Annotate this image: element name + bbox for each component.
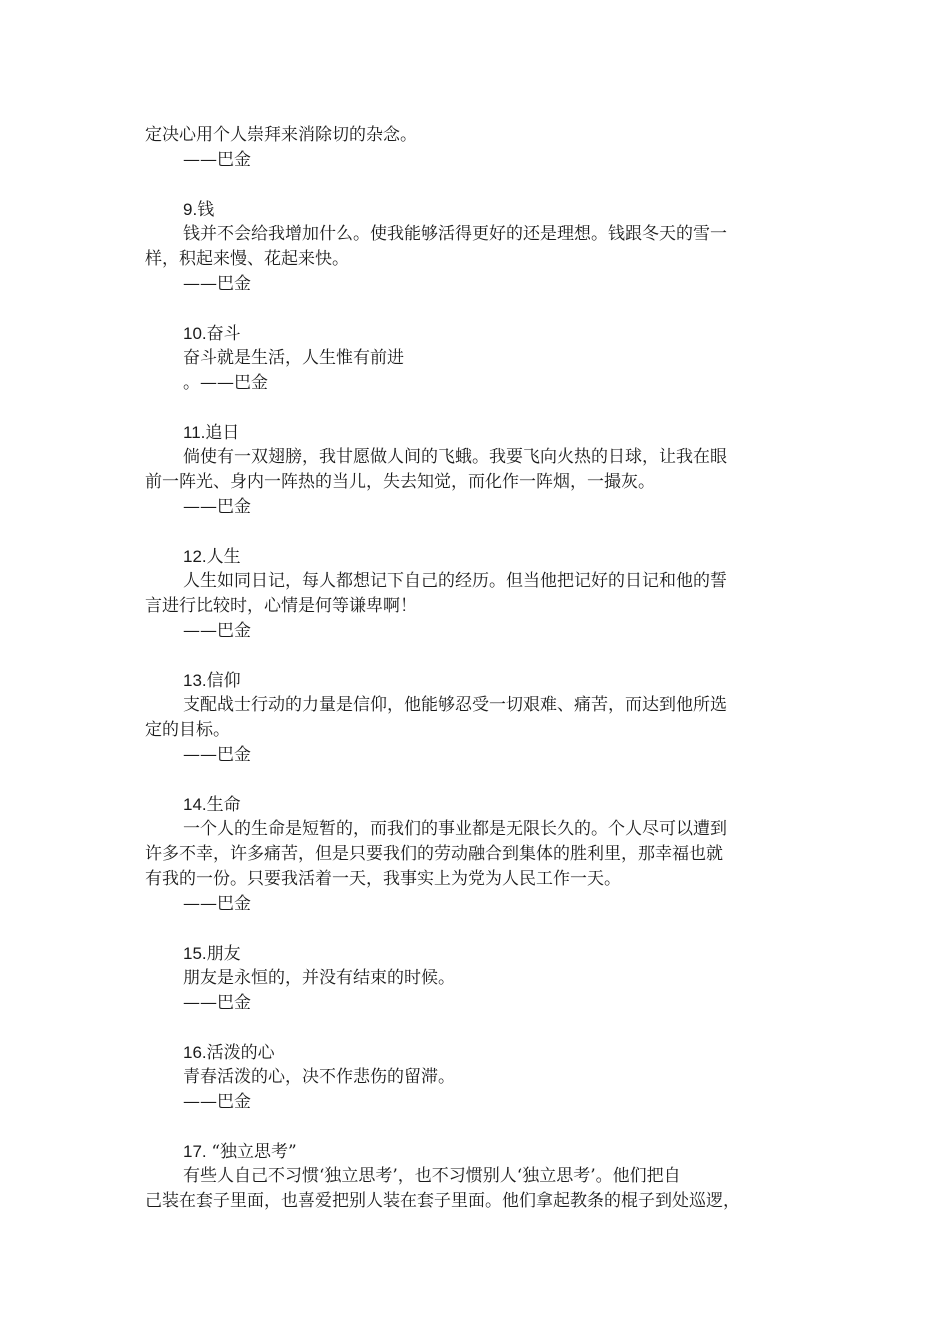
quote-title: 活泼的心 <box>206 1043 275 1063</box>
quote-text-line: 支配战士行动的力量是信仰，他能够忍受一切艰难、痛苦，而达到他所选 <box>183 695 727 715</box>
quote-text-line: 许多不幸，许多痛苦，但是只要我们的劳动融合到集体的胜利里，那幸福也就 <box>145 844 723 864</box>
quote-section <box>145 420 805 520</box>
quote-text-line: 一个人的生命是短暂的，而我们的事业都是无限长久的。个人尽可以遭到 <box>183 819 727 839</box>
quote-heading <box>145 792 805 817</box>
quote-text-line: 前一阵光、身内一阵热的当儿，失去知觉，而化作一阵烟，一撮灰。 <box>145 472 655 492</box>
quote-heading <box>145 544 805 569</box>
quote-text-line: 人生如同日记，每人都想记下自己的经历。但当他把记好的日记和他的誓 <box>183 571 727 591</box>
section-gap <box>145 173 805 197</box>
section-gap <box>145 396 805 420</box>
quote-number: 17. <box>183 1142 212 1161</box>
quote-text-line: 奋斗就是生活，人生惟有前进 <box>183 348 404 368</box>
quote-author: ——巴金 <box>183 274 251 294</box>
quote-section <box>145 1139 805 1214</box>
quote-heading <box>145 321 805 346</box>
section-gap <box>145 644 805 668</box>
quote-text-line: 定的目标。 <box>145 720 230 740</box>
quote-author: ——巴金 <box>183 621 251 641</box>
quote-title: 钱 <box>197 200 215 220</box>
quote-heading <box>145 941 805 966</box>
quote-section <box>145 544 805 644</box>
quote-number: 10. <box>183 324 207 343</box>
section-gap <box>145 297 805 321</box>
quote-number: 11. <box>183 423 206 442</box>
quote-text-line: 钱并不会给我增加什么。使我能够活得更好的还是理想。钱跟冬天的雪一 <box>183 224 727 244</box>
quote-text-line: 有我的一份。只要我活着一天，我事实上为党为人民工作一天。 <box>145 869 621 889</box>
quote-title: 人生 <box>206 547 241 567</box>
quote-number: 14. <box>183 795 207 814</box>
quote-title: “独立思考” <box>211 1142 297 1162</box>
section-gap <box>145 1115 805 1139</box>
intro-section <box>145 123 805 173</box>
quote-text-line: 青春活泼的心，决不作悲伤的留滞。 <box>183 1067 455 1087</box>
intro-author: ——巴金 <box>183 150 251 170</box>
quote-section <box>145 1040 805 1115</box>
quote-heading <box>145 197 805 222</box>
quote-section <box>145 792 805 917</box>
section-gap <box>145 768 805 792</box>
section-gap <box>145 520 805 544</box>
quote-title: 追日 <box>205 423 240 443</box>
quote-section <box>145 197 805 297</box>
quote-author: ——巴金 <box>183 993 251 1013</box>
quote-text-line: 倘使有一双翅膀，我甘愿做人间的飞蛾。我要飞向火热的日球，让我在眼 <box>183 447 727 467</box>
quote-section <box>145 321 805 396</box>
quote-heading <box>145 668 805 693</box>
quotes-list <box>145 173 805 1214</box>
quote-number: 12. <box>183 547 207 566</box>
quote-section <box>145 941 805 1016</box>
quote-heading <box>145 1040 805 1065</box>
quote-title: 信仰 <box>206 671 241 691</box>
quote-text-line: 己装在套子里面，也喜爱把别人装在套子里面。他们拿起教条的棍子到处巡逻， <box>145 1191 740 1211</box>
section-gap <box>145 1016 805 1040</box>
quote-number: 15. <box>183 944 207 963</box>
quote-author: ——巴金 <box>183 1092 251 1112</box>
quote-author: ——巴金 <box>183 497 251 517</box>
quote-title: 奋斗 <box>206 324 241 344</box>
quote-text-line: 朋友是永恒的，并没有结束的时候。 <box>183 968 455 988</box>
quote-author: ——巴金 <box>183 745 251 765</box>
quote-number: 16. <box>183 1043 207 1062</box>
quote-section <box>145 668 805 768</box>
quote-number: 13. <box>183 671 207 690</box>
quote-text-line: 言进行比较时，心情是何等谦卑啊！ <box>145 596 417 616</box>
quote-text-line: 样，积起来慢、花起来快。 <box>145 249 349 269</box>
section-gap <box>145 917 805 941</box>
quote-number: 9. <box>183 200 198 219</box>
quote-text-line: 有些人自己不习惯‘独立思考’，也不习惯别人‘独立思考’。他们把自 <box>183 1166 681 1186</box>
quote-heading <box>145 1139 805 1164</box>
intro-line: 定决心用个人崇拜来消除切的杂念。 <box>145 125 417 145</box>
quote-author: ——巴金 <box>183 894 251 914</box>
quote-title: 朋友 <box>206 944 241 964</box>
quote-author: 。——巴金 <box>183 373 268 393</box>
quote-title: 生命 <box>206 795 241 815</box>
document-page <box>145 123 805 1214</box>
quote-heading <box>145 420 805 445</box>
